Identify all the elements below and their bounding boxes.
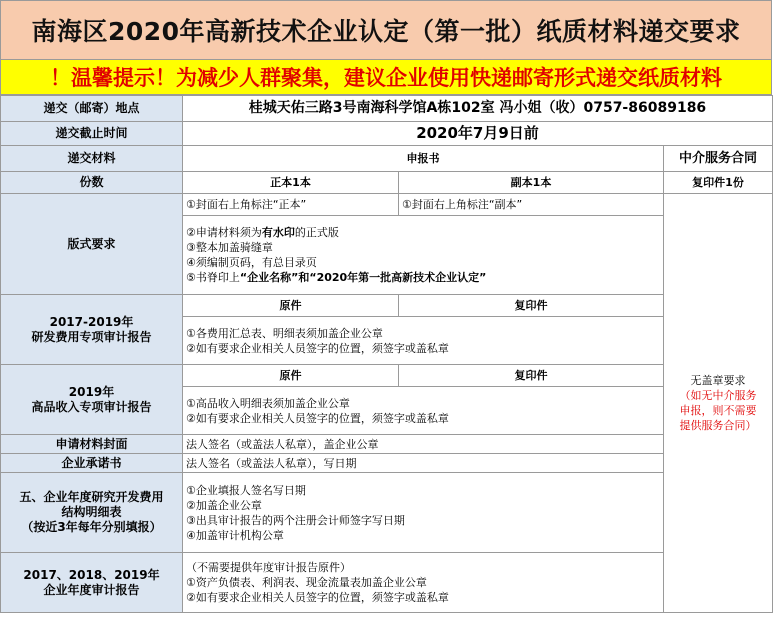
cover-label: 申请材料封面: [1, 435, 183, 454]
row-materials: [1, 146, 773, 172]
annual-rules: （不需要提供年度审计报告原件） ①资产负债表、利润表、现金流量表加盖企业公章 ②如有要求企业相关人员签字的位置，须签字或盖私章: [183, 553, 664, 613]
format-rule-spine: ⑤书脊印上“企业名称”和“2020年第一批高新技术企业认定”: [186, 271, 487, 284]
format-rule-pages: ④须编制页码，有总目录页: [186, 256, 317, 269]
format-dup-note: ①封面右上角标注“副本”: [399, 194, 664, 216]
deadline-value: 2020年7月9日前: [183, 122, 773, 146]
duplicate-count: 副本1本: [399, 172, 664, 194]
row-rnd-head: [1, 295, 773, 317]
application-header: 申报书: [183, 146, 664, 172]
contract-no-stamp: 无盖章要求: [690, 374, 746, 387]
original-count: 正本1本: [183, 172, 399, 194]
annual-label: 2017、2018、2019年 企业年度审计报告: [1, 553, 183, 613]
row-hightech-head: [1, 365, 773, 387]
requirements-table: [0, 95, 773, 613]
row-format-top: [1, 194, 773, 216]
row-copies: [1, 172, 773, 194]
rnd-label: 2017-2019年 研发费用专项审计报告: [1, 295, 183, 365]
row-deadline: [1, 122, 773, 146]
format-orig-note: ①封面右上角标注“正本”: [183, 194, 399, 216]
row-address: [1, 96, 773, 122]
row-detail: [1, 473, 773, 553]
hightech-rules: ①高品收入明细表须加盖企业公章 ②如有要求企业相关人员签字的位置，须签字或盖私章: [183, 387, 664, 435]
detail-rules: ①企业填报人签名写日期 ②加盖企业公章 ③出具审计报告的两个注册会计师签字写日期 ④加盖审计机构公章: [183, 473, 664, 553]
format-rule-seal: ③整本加盖骑缝章: [186, 241, 273, 254]
deadline-label: 递交截止时间: [1, 122, 183, 146]
rnd-copy: 复印件: [399, 295, 664, 317]
contract-copy-count: 复印件1份: [664, 172, 773, 194]
notice-banner: ！温馨提示！为减少人群聚集，建议企业使用快递邮寄形式递交纸质材料: [0, 60, 772, 95]
detail-label: 五、企业年度研究开发费用 结构明细表 （按近3年每年分别填报）: [1, 473, 183, 553]
row-pledge: [1, 454, 773, 473]
row-cover: [1, 435, 773, 454]
copies-label: 份数: [1, 172, 183, 194]
materials-label: 递交材料: [1, 146, 183, 172]
address-value: 桂城天佑三路3号南海科学馆A栋102室 冯小姐（收）0757-86089186: [183, 96, 773, 122]
pledge-label: 企业承诺书: [1, 454, 183, 473]
hightech-label: 2019年 高品收入专项审计报告: [1, 365, 183, 435]
pledge-value: 法人签名（或盖法人私章），写日期: [183, 454, 664, 473]
format-rules: [183, 216, 664, 295]
hightech-copy: 复印件: [399, 365, 664, 387]
contract-header: 中介服务合同: [664, 146, 773, 172]
address-label: 递交（邮寄）地点: [1, 96, 183, 122]
rnd-rules: ①各费用汇总表、明细表须加盖企业公章 ②如有要求企业相关人员签字的位置，须签字或盖私章: [183, 317, 664, 365]
row-annual: [1, 553, 773, 613]
contract-note-2: 申报，则不需要: [679, 404, 757, 417]
rnd-original: 原件: [183, 295, 399, 317]
contract-requirements: [664, 194, 773, 613]
contract-note-3: 提供服务合同）: [679, 419, 757, 432]
cover-value: 法人签名（或盖法人私章），盖企业公章: [183, 435, 664, 454]
hightech-original: 原件: [183, 365, 399, 387]
format-label: 版式要求: [1, 194, 183, 295]
page-title: 南海区2020年高新技术企业认定（第一批）纸质材料递交要求: [0, 0, 772, 60]
format-rule-watermark: ②申请材料须为有水印的正式版: [186, 226, 339, 239]
contract-note-1: （如无中介服务: [679, 389, 757, 402]
